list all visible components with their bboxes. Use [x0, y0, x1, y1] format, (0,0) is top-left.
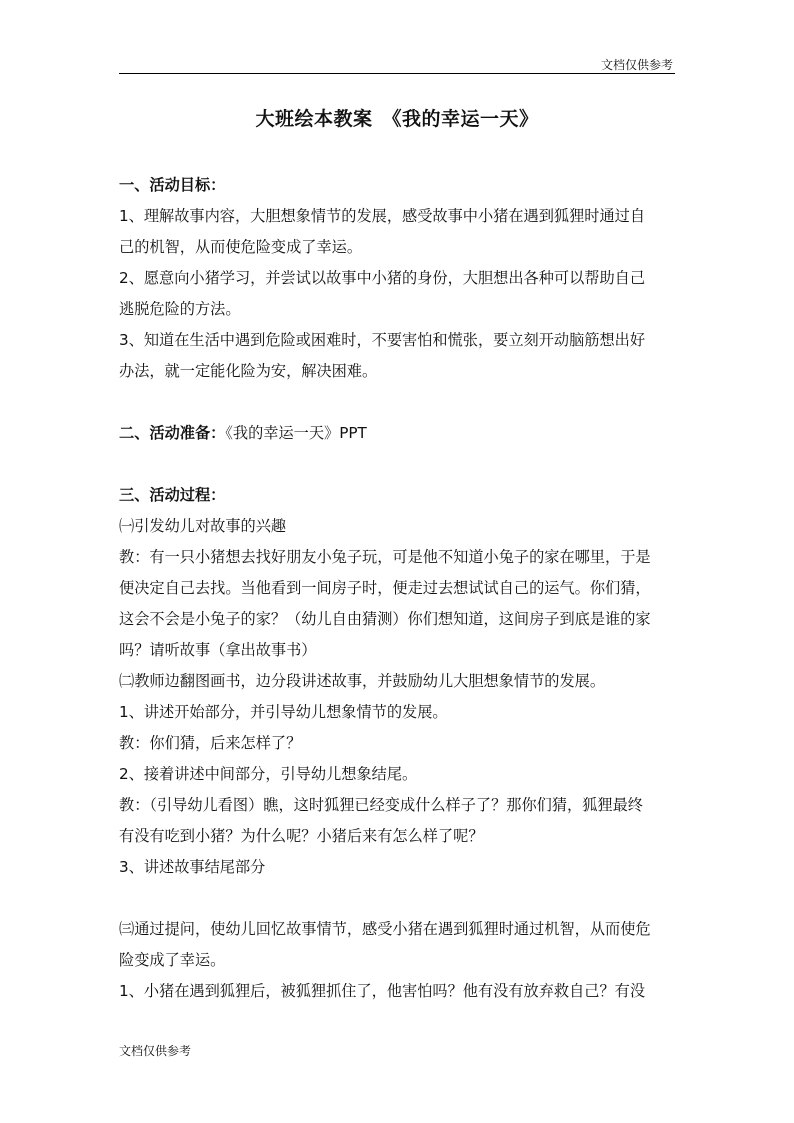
blank-line [119, 387, 679, 418]
blank-line [119, 883, 679, 914]
paragraph-line: 1、理解故事内容，大胆想象情节的发展，感受故事中小猪在遇到狐狸时通过自 [119, 207, 646, 225]
section-2-text: 《我的幸运一天》PPT [225, 424, 367, 442]
blank-line [119, 449, 679, 480]
section-2-heading: 二、活动准备： [119, 424, 226, 442]
paragraph-line: 这会不会是小兔子的家？（幼儿自由猜测）你们想知道，这间房子到底是谁的家 [119, 610, 651, 628]
paragraph-line: 逃脱危险的方法。 [119, 300, 241, 318]
paragraph-line: 教：（引导幼儿看图）瞧，这时狐狸已经变成什么样子了？那你们猜，狐狸最终 [119, 796, 643, 814]
paragraph-line: 1、讲述开始部分，并引导幼儿想象情节的发展。 [119, 703, 448, 721]
document-body [119, 170, 679, 1007]
paragraph-line: 3、知道在生活中遇到危险或困难时，不要害怕和慌张，要立刻开动脑筋想出好 [119, 331, 646, 349]
section-1-heading: 一、活动目标： [119, 176, 226, 194]
paragraph-line: 险变成了幸运。 [119, 951, 226, 969]
paragraph-line: 2、接着讲述中间部分，引导幼儿想象结尾。 [119, 765, 418, 783]
paragraph-line: 教：有一只小猪想去找好朋友小兔子玩，可是他不知道小兔子的家在哪里，于是 [119, 548, 651, 566]
paragraph-line: 教：你们猜，后来怎样了？ [119, 734, 302, 752]
paragraph-line: 便决定自己去找。当他看到一间房子时，便走过去想试试自己的运气。你们猜， [119, 579, 651, 597]
header-divider [119, 73, 675, 74]
paragraph-line: ㈡教师边翻图画书，边分段讲述故事，并鼓励幼儿大胆想象情节的发展。 [119, 672, 605, 690]
paragraph-line: 己的机智，从而使危险变成了幸运。 [119, 238, 362, 256]
paragraph-line: 办法，就一定能化险为安，解决困难。 [119, 362, 378, 380]
document-title: 大班绘本教案 《我的幸运一天》 [255, 108, 539, 130]
section-2-line [119, 418, 679, 449]
paragraph-line: 吗？请听故事（拿出故事书） [119, 641, 317, 659]
paragraph-line: 2、愿意向小猪学习，并尝试以故事中小猪的身份，大胆想出各种可以帮助自己 [119, 269, 646, 287]
section-3-heading: 三、活动过程： [119, 486, 226, 504]
header-note: 文档仅供参考 [600, 58, 673, 72]
paragraph-line: 有没有吃到小猪？为什么呢？小猪后来有怎么样了呢？ [119, 827, 484, 845]
paragraph-line: ㈠引发幼儿对故事的兴趣 [119, 517, 287, 535]
paragraph-line: 3、讲述故事结尾部分 [119, 858, 266, 876]
paragraph-line: ㈢通过提问，使幼儿回忆故事情节，感受小猪在遇到狐狸时通过机智，从而使危 [119, 920, 651, 938]
paragraph-line: 1、小猪在遇到狐狸后，被狐狸抓住了，他害怕吗？他有没有放弃救自己？有没 [119, 982, 646, 1000]
footer-note: 文档仅供参考 [119, 1044, 192, 1058]
